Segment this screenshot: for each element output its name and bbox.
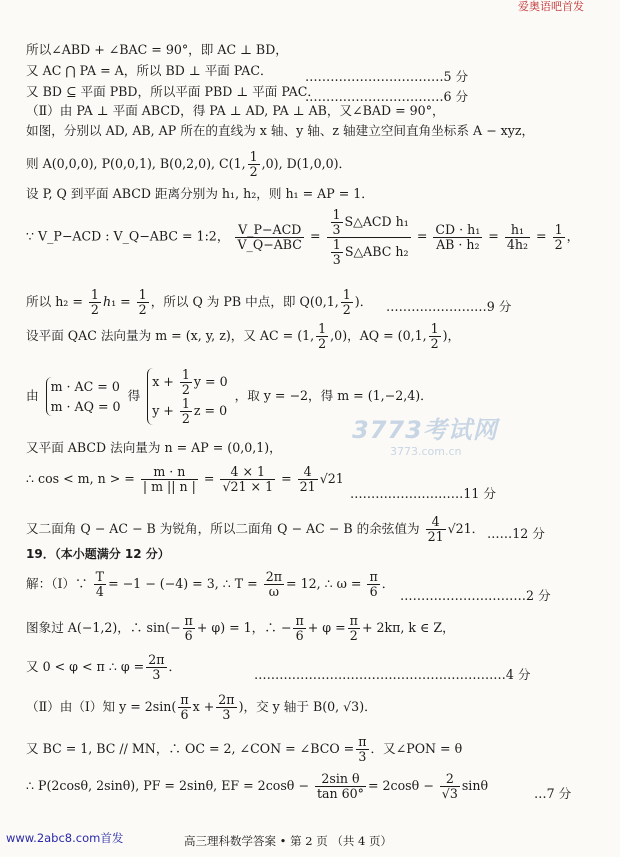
volume-ratio-line: ∵ V_P−ACD : V_Q−ABC = 1:2， $\frac{\text{V\_P−ACD}}{\text{V\_Q−ABC}}$ = $\frac{1}{3}$ S△ACD h₁ $\frac{1}{3}$ S△ABC h₂ = $\frac{\text{CD · h₁}}{\text{AB · h₂}}$ = $\frac{\text{h₁}}{\text{4h₂}}$ = $\frac{1}{2}$ ， (26, 207, 580, 267)
coordinates-line: 则 A(0,0,0), P(0,0,1), B(0,2,0), C(1, $\frac{1}{2}$ ,0), D(1,0,0)． (26, 149, 352, 179)
score-mark: ……………………………………………………4 分 (254, 667, 531, 682)
point-p-line: ∴ P(2cosθ, 2sinθ), PF = 2sinθ, EF = 2cosθ − $\frac{\text{2sin θ}}{\tan 60^\circ}$ = 2cosθ − $\frac{2}{√3}$ sinθ (26, 771, 489, 801)
footer-source: www.2abc8.com首发 (6, 831, 124, 845)
text-line: 又 BD ⊆ 平面 PBD，所以平面 PBD ⊥ 平面 PAC． (26, 84, 321, 99)
function-line: （Ⅱ）由（Ⅰ）知 y = 2sin( $\frac{\pi}{6}$ x + $\frac{2\pi}{3}$ )，交 y 轴于 B(0, √3)． (26, 692, 377, 722)
score-mark: …………………………2 分 (400, 588, 551, 603)
phase-line: 图象过 A(−1,2)，∴ sin(− $\frac{\pi}{6}$ + φ) = 1，∴ − $\frac{\pi}{6}$ + φ = $\frac{\pi}{2}$ + 2kπ, k ∈ Z， (26, 613, 455, 643)
score-mark: ……………………9 分 (386, 299, 512, 314)
score-mark: ……………………………5 分 (305, 69, 469, 84)
period-line: 解：（Ⅰ）∵ $\frac{T}{4}$ = −1 − (−4) = 3, ∴ T = $\frac{2\pi}{\omega}$ = 12, ∴ ω = $\frac{\pi}{6}$ ． (26, 569, 395, 599)
text-line: 如图，分别以 AD, AB, AP 所在的直线为 x 轴、y 轴、z 轴建立空间直角坐标系 A − xyz， (26, 123, 535, 138)
cosine-line: ∴ cos < m, n > = $\frac{m \cdot n}{| m || n |}$ = $\frac{4 \times 1}{√21 \times 1}$ = $\frac{4}{21}$ √21 (26, 464, 344, 494)
angle-line: 又 BC = 1, BC // MN，∴ OC = 2, ∠CON = ∠BCO = $\frac{\pi}{3}$ ．又∠PON = θ (26, 734, 463, 764)
score-mark: ……12 分 (487, 526, 545, 541)
score-mark: ………………………11 分 (350, 486, 496, 501)
score-mark: …7 分 (534, 786, 572, 801)
text-line: （Ⅱ）由 PA ⊥ 平面 ABCD，得 PA ⊥ AD, PA ⊥ AB，又∠BAD = 90°， (26, 103, 445, 118)
phi-line: 又 0 < φ < π ∴ φ = $\frac{2\pi}{3}$ ． (26, 652, 182, 682)
score-mark: ……………………………6 分 (305, 89, 469, 104)
text-line: 设 P, Q 到平面 ABCD 距离分别为 h₁, h₂，则 h₁ = AP = 1． (26, 186, 374, 201)
text-line: 又 AC ⋂ PA = A，所以 BD ⊥ 平面 PAC． (26, 63, 273, 78)
watermark-top: 爱奥语吧首发 (518, 0, 584, 13)
question-19-heading: 19．（本小题满分 12 分） (26, 547, 170, 561)
normal-vector-line: 设平面 QAC 法向量为 m = (x, y, z)，又 AC = (1, $\frac{1}{2}$ ,0)，AQ = (0,1, $\frac{1}{2}$ )， (26, 321, 461, 351)
equation-system-line: 由 m · AC = 0 m · AQ = 0 得 x + $\frac{1}{2}$ y = 0 y + $\frac{1}{2}$ z = 0 ，取 y = −2，得 m = (1,−2,4)． (26, 367, 433, 426)
text-line: 又平面 ABCD 法向量为 n = AP = (0,0,1)， (26, 440, 282, 455)
watermark-logo: 3773考试网 3773.com.cn (352, 416, 498, 458)
text-line: 所以∠ABD + ∠BAC = 90°，即 AC ⊥ BD， (26, 42, 288, 57)
page-footer: 高三理科数学答案 • 第 2 页 （共 4 页） (184, 834, 393, 848)
midpoint-line: 所以 h₂ = $\frac{1}{2}$ h₁ = $\frac{1}{2}$ ，所以 Q 为 PB 中点，即 Q(0,1, $\frac{1}{2}$ )． (26, 287, 373, 317)
dihedral-line: 又二面角 Q − AC − B 为锐角，所以二面角 Q − AC − B 的余弦值为 $\frac{4}{21}$ √21． (26, 514, 485, 544)
